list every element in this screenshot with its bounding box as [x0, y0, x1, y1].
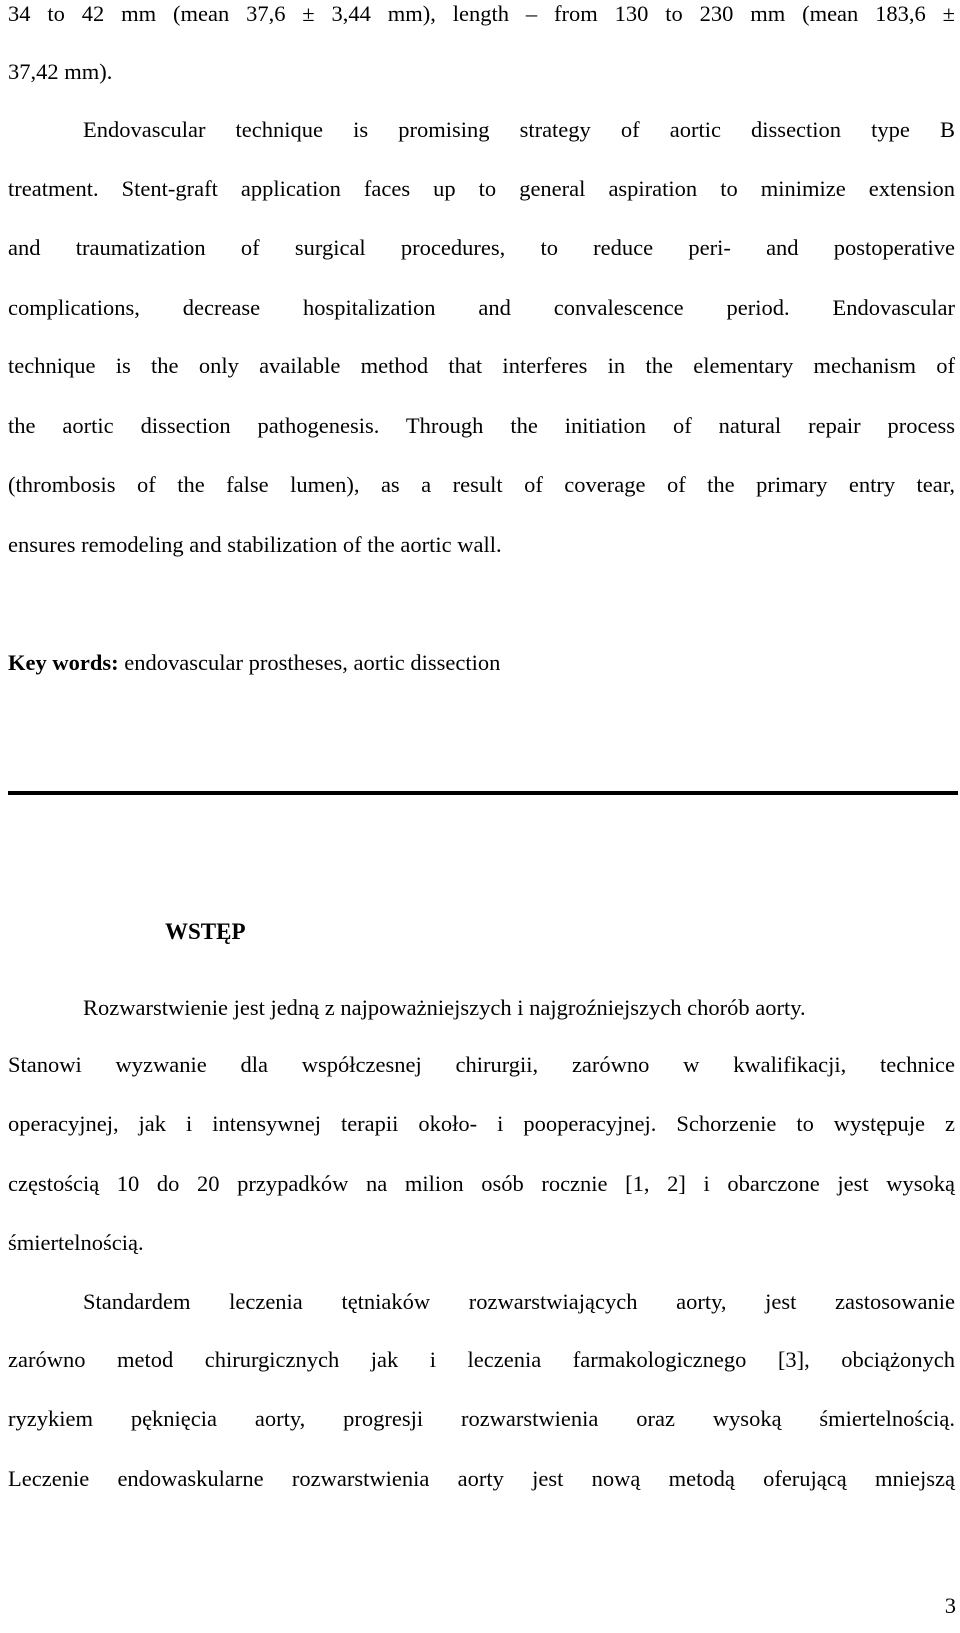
abstract-line: (thrombosis of the false lumen), as a result of coverage of the primary entry tear,: [8, 472, 955, 497]
body-line: częstością 10 do 20 przypadków na milion osób rocznie [1, 2] i obarczone jest wysoką: [8, 1171, 955, 1196]
page-number: 3: [944, 1593, 956, 1618]
keywords-text: endovascular prostheses, aortic dissection: [118, 650, 501, 675]
section-heading: WSTĘP: [165, 919, 246, 944]
body-line: Leczenie endowaskularne rozwarstwienia aorty jest nową metodą oferującą mniejszą: [8, 1466, 955, 1491]
body-line: operacyjnej, jak i intensywnej terapii około- i pooperacyjnej. Schorzenie to występuje z: [8, 1111, 955, 1136]
abstract-line: 37,42 mm).: [8, 59, 113, 84]
keywords-label: Key words:: [8, 650, 119, 675]
abstract-line: treatment. Stent-graft application faces up to general aspiration to minimize extension: [8, 176, 955, 201]
body-line: Rozwarstwienie jest jedną z najpoważniejszych i najgroźniejszych chorób aorty.: [83, 995, 806, 1020]
body-line: śmiertelnością.: [8, 1230, 144, 1255]
abstract-line: 34 to 42 mm (mean 37,6 ± 3,44 mm), length – from 130 to 230 mm (mean 183,6 ±: [8, 1, 955, 26]
abstract-line: and traumatization of surgical procedures, to reduce peri- and postoperative: [8, 235, 955, 260]
abstract-line: ensures remodeling and stabilization of the aortic wall.: [8, 532, 502, 557]
keywords: [8, 649, 500, 677]
body-line: zarówno metod chirurgicznych jak i leczenia farmakologicznego [3], obciążonych: [8, 1347, 955, 1372]
abstract-line: the aortic dissection pathogenesis. Through the initiation of natural repair process: [8, 413, 955, 438]
abstract-line: Endovascular technique is promising strategy of aortic dissection type B: [83, 117, 955, 142]
abstract-line: technique is the only available method that interferes in the elementary mechanism of: [8, 353, 955, 378]
body-line: ryzykiem pęknięcia aorty, progresji rozwarstwienia oraz wysoką śmiertelnością.: [8, 1406, 955, 1431]
abstract-line: complications, decrease hospitalization and convalescence period. Endovascular: [8, 295, 955, 320]
section-divider: [8, 791, 958, 795]
body-line: Stanowi wyzwanie dla współczesnej chirurgii, zarówno w kwalifikacji, technice: [8, 1052, 955, 1077]
body-line: Standardem leczenia tętniaków rozwarstwiających aorty, jest zastosowanie: [83, 1289, 955, 1314]
